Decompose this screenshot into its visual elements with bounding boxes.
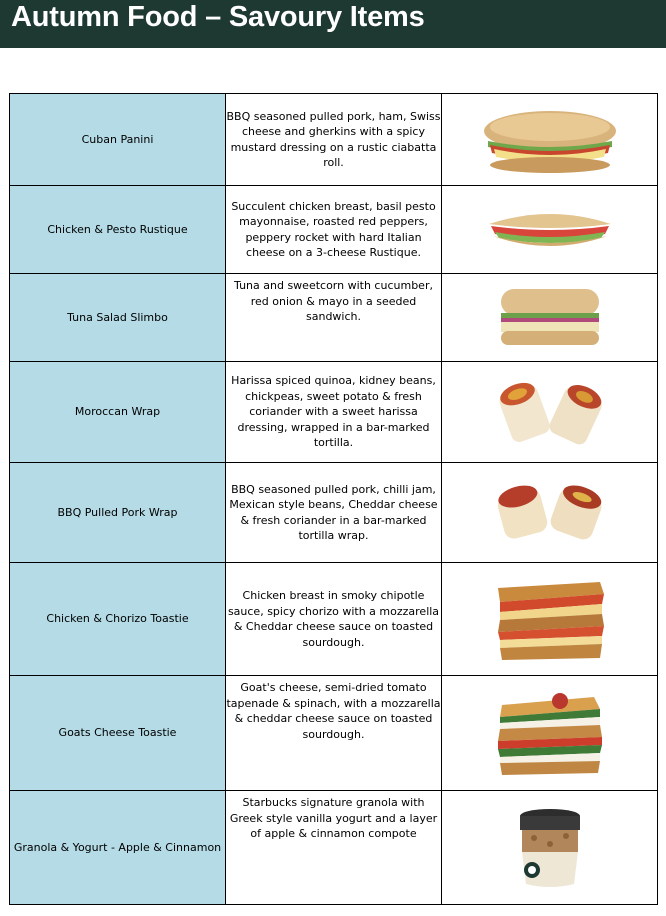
item-description: BBQ seasoned pulled pork, chilli jam, Mexican style beans, Cheddar cheese & fresh coriander in a bar-marked tortilla wrap. — [226, 463, 442, 563]
wrap-photo — [490, 480, 610, 546]
item-name: Granola & Yogurt - Apple & Cinnamon — [10, 791, 226, 905]
item-image-cell — [442, 676, 658, 791]
table-row — [10, 362, 658, 463]
item-name: Moroccan Wrap — [10, 362, 226, 463]
table-row — [10, 463, 658, 563]
item-image-cell — [442, 362, 658, 463]
wrap-photo — [490, 377, 610, 447]
yogurt-pot-photo — [510, 806, 590, 890]
item-name: Goats Cheese Toastie — [10, 676, 226, 791]
item-description: Succulent chicken breast, basil pesto mayonnaise, roasted red peppers, peppery rocket with hard Italian cheese on a 3-cheese Rustique. — [226, 186, 442, 274]
page-title: Autumn Food – Savoury Items — [11, 1, 425, 33]
item-image-cell — [442, 186, 658, 274]
table-row — [10, 186, 658, 274]
table-row — [10, 676, 658, 791]
item-description: Starbucks signature granola with Greek style vanilla yogurt and a layer of apple & cinnamon compote — [226, 791, 442, 905]
item-image-cell — [442, 563, 658, 676]
item-name: Chicken & Pesto Rustique — [10, 186, 226, 274]
item-description: BBQ seasoned pulled pork, ham, Swiss cheese and gherkins with a spicy mustard dressing on a rustic ciabatta roll. — [226, 94, 442, 186]
item-description: Goat's cheese, semi-dried tomato tapenade & spinach, with a mozzarella & cheddar cheese sauce on toasted sourdough. — [226, 676, 442, 791]
table-row — [10, 791, 658, 905]
toastie-photo — [490, 687, 610, 779]
panini-photo — [480, 105, 620, 175]
item-image-cell — [442, 94, 658, 186]
item-image-cell — [442, 791, 658, 905]
item-description: Chicken breast in smoky chipotle sauce, spicy chorizo with a mozzarella & Cheddar cheese sauce on toasted sourdough. — [226, 563, 442, 676]
table-row — [10, 274, 658, 362]
item-description: Tuna and sweetcorn with cucumber, red onion & mayo in a seeded sandwich. — [226, 274, 442, 362]
item-image-cell — [442, 274, 658, 362]
item-description: Harissa spiced quinoa, kidney beans, chickpeas, sweet potato & fresh coriander with a sweet harissa dressing, wrapped in a bar-marked tortilla. — [226, 362, 442, 463]
slimbo-photo — [495, 285, 605, 351]
item-name: Chicken & Chorizo Toastie — [10, 563, 226, 676]
table-row — [10, 94, 658, 186]
item-name: BBQ Pulled Pork Wrap — [10, 463, 226, 563]
menu-table — [9, 93, 658, 905]
toastie-photo — [490, 574, 610, 664]
item-name: Tuna Salad Slimbo — [10, 274, 226, 362]
rustique-photo — [485, 202, 615, 258]
table-row — [10, 563, 658, 676]
page-header — [0, 0, 666, 48]
item-image-cell — [442, 463, 658, 563]
item-name: Cuban Panini — [10, 94, 226, 186]
